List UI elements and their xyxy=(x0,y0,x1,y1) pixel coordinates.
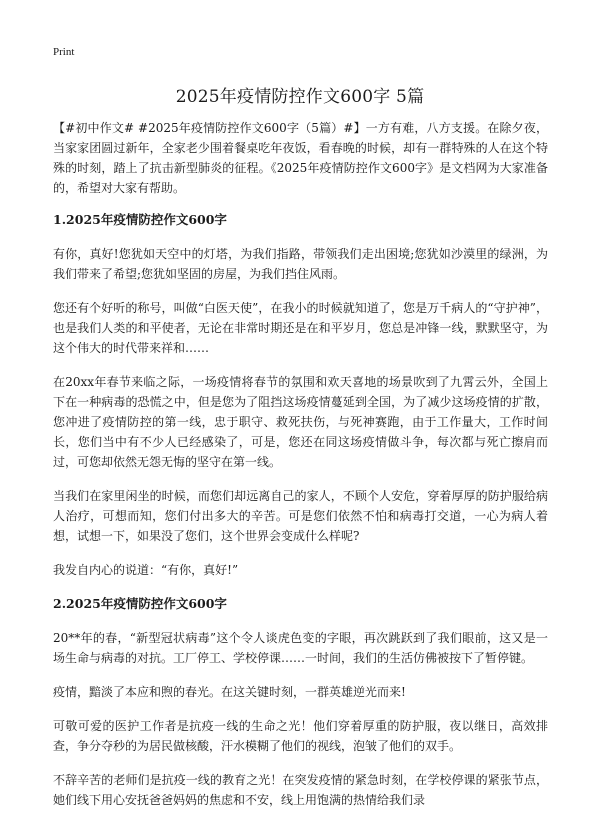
section-1-paragraph: 您还有个好听的称号，叫做“白医天使”，在我小的时候就知道了，您是万千病人的“守护神”，也是我们人类的和平使者，无论在非常时期还是在和平岁月，您总是冲锋一线，默默坚守，为这个伟大的时代带来祥和…… xyxy=(53,301,548,355)
section-1-paragraph: 在20xx年春节来临之际，一场疫情将春节的氛围和欢天喜地的场景吹到了九霄云外，全国上下在一种病毒的恐慌之中，但是您为了阻挡这场疫情蔓延到全国，为了减少这场疫情的扩散，您冲进了疫情防控的第一线，忠于职守、救死扶伤，与死神赛跑，由于工作量大，工作时间长，您们当中有不少人已经感染了，可是，您还在同这场疫情做斗争，每次都与死亡擦肩而过，可您却依然无怨无悔的坚守在第一线。 xyxy=(53,375,548,469)
section-1-paragraph: 我发自内心的说道：“有你，真好!” xyxy=(53,563,239,577)
page-title: 2025年疫情防控作文600字 5篇 xyxy=(175,87,425,107)
section-2-paragraph: 不辞辛苦的老师们是抗疫一线的教育之光！在突发疫情的紧急时刻，在学校停课的紧张节点，她们线下用心安抚爸爸妈妈的焦虑和不安，线上用饱满的热情给我们录 xyxy=(53,773,548,807)
section-2-paragraph: 疫情，黯淡了本应和煦的春光。在这关键时刻，一群英雄逆光而来! xyxy=(53,685,406,699)
section-1-paragraph: 当我们在家里闲坐的时候，而您们却远离自己的家人，不顾个人安危，穿着厚厚的防护服给病人治疗，可想而知，您们付出多大的辛苦。可是您们依然不怕和病毒打交道，一心为病人着想，试想一下，如果没了您们，这个世界会变成什么样呢? xyxy=(53,489,548,543)
section-heading-2: 2.2025年疫情防控作文600字 xyxy=(53,596,227,611)
print-link[interactable]: Print xyxy=(53,46,75,58)
article-body xyxy=(53,118,548,824)
section-2-paragraph: 可敬可爱的医护工作者是抗疫一线的生命之光！他们穿着厚重的防护服，夜以继日，高效排查，争分夺秒的为居民做核酸，汗水模糊了他们的视线，泡皱了他们的双手。 xyxy=(53,719,548,753)
section-1-paragraph: 有你，真好!您犹如天空中的灯塔，为我们指路，带领我们走出困境;您犹如沙漠里的绿洲，为我们带来了希望;您犹如坚固的房屋，为我们挡住风雨。 xyxy=(53,247,548,281)
intro-paragraph: 【#初中作文# #2025年疫情防控作文600字（5篇）#】一方有难，八方支援。在除夕夜，当家家团圆过新年，全家老少围着餐桌吃年夜饭，看春晚的时候，却有一群特殊的人在这个特殊的时刻，踏上了抗击新型肺炎的征程。《2025年疫情防控作文600字》是文档网为大家准备的，希望对大家有帮助。 xyxy=(53,121,548,195)
section-2-paragraph: 20**年的春，“新型冠状病毒”这个令人谈虎色变的字眼，再次跳跃到了我们眼前，这又是一场生命与病毒的对抗。工厂停工、学校停课……一时间，我们的生活仿佛被按下了暂停键。 xyxy=(53,631,548,665)
section-heading-1: 1.2025年疫情防控作文600字 xyxy=(53,212,227,227)
